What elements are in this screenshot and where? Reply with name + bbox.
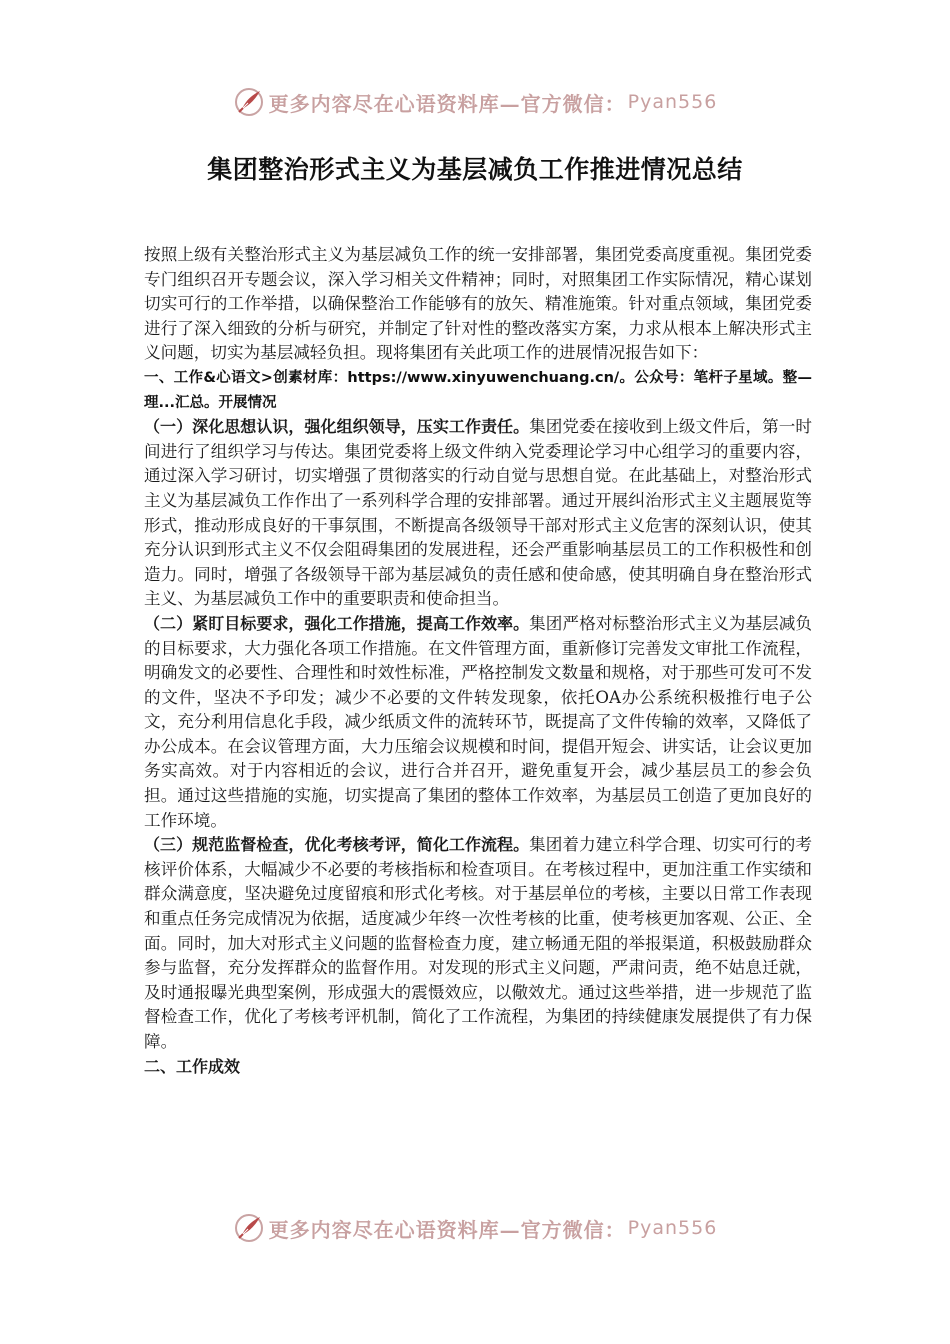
banner-text: 更多内容尽在心语资料库—官方微信： xyxy=(268,91,626,116)
item-1-paragraph xyxy=(144,415,812,612)
item-2-body: 集团严格对标整治形式主义为基层减负的目标要求，大力强化各项工作措施。在文件管理方面，重新修订完善发文审批工作流程，明确发文的必要性、合理性和时效性标准，严格控制发文数量和规格，对于那些可发可不发的文件，坚决不予印发；减少不必要的文件转发现象，依托OA办公系统积极推行电子公文，充分利用信息化手段，减少纸质文件的流转环节，既提高了文件传输的效率，又降低了办公成本。在会议管理方面，大力压缩会议规模和时间，提倡开短会、讲实话，让会议更加务实高效。对于内容相近的会议，进行合并召开，避免重复开会，减少基层员工的参会负担。通过这些措施的实施，切实提高了集团的整体工作效率，为基层员工创造了更加良好的工作环境。 xyxy=(144,613,812,830)
quill-logo-icon xyxy=(233,1212,265,1244)
intro-paragraph: 按照上级有关整治形式主义为基层减负工作的统一安排部署，集团党委高度重视。集团党委专门组织召开专题会议，深入学习相关文件精神；同时，对照集团工作实际情况，精心谋划切实可行的工作举措，以确保整治工作能够有的放矢、精准施策。针对重点领域，集团党委进行了深入细致的分析与研究，并制定了针对性的整改落实方案，力求从根本上解决形式主义问题，切实为基层减轻负担。现将集团有关此项工作的进展情况报告如下： xyxy=(144,245,812,363)
header-watermark-banner xyxy=(0,82,950,122)
document-body xyxy=(144,243,812,1079)
item-3-lead: （三）规范监督检查，优化考核考评，简化工作流程。 xyxy=(144,835,530,855)
item-1-body: 集团党委在接收到上级文件后，第一时间进行了组织学习与传达。集团党委将上级文件纳入党委理论学习中心组学习的重要内容，通过深入学习研讨，切实增强了贯彻落实的行动自觉与思想自觉。在此基础上，对整治形式主义为基层减负工作作出了一系列科学合理的安排部署。通过开展纠治形式主义主题展览等形式，推动形成良好的干事氛围，不断提高各级领导干部对形式主义危害的深刻认识，使其充分认识到形式主义不仅会阻碍集团的发展进程，还会严重影响基层员工的工作积极性和创造力。同时，增强了各级领导干部为基层减负的责任感和使命感，使其明确自身在整治形式主义、为基层减负工作中的重要职责和使命担当。 xyxy=(144,417,812,609)
banner-wechat-id: Pyan556 xyxy=(627,91,718,113)
banner-text: 更多内容尽在心语资料库—官方微信： xyxy=(268,1217,626,1242)
footer-watermark-banner xyxy=(0,1208,950,1248)
item-2-paragraph xyxy=(144,612,812,833)
quill-logo-icon xyxy=(233,86,265,118)
item-3-paragraph xyxy=(144,833,812,1054)
item-1-lead: （一）深化思想认识，强化组织领导，压实工作责任。 xyxy=(144,417,530,437)
section-2-heading: 二、工作成效 xyxy=(144,1056,241,1076)
item-3-body: 集团着力建立科学合理、切实可行的考核评价体系，大幅减少不必要的考核指标和检查项目。在考核过程中，更加注重工作实绩和群众满意度，坚决避免过度留痕和形式化考核。对于基层单位的考核，主要以日常工作表现和重点任务完成情况为依据，适度减少年终一次性考核的比重，使考核更加客观、公正、全面。同时，加大对形式主义问题的监督检查力度，建立畅通无阻的举报渠道，积极鼓励群众参与监督，充分发挥群众的监督作用。对发现的形式主义问题，严肃问责，绝不姑息迁就，及时通报曝光典型案例，形成强大的震慑效应，以儆效尤。通过这些举措，进一步规范了监督检查工作，优化了考核考评机制，简化了工作流程，为集团的持续健康发展提供了有力保障。 xyxy=(144,835,812,1051)
section-1-heading: 一、工作&心语文>创素材库：https://www.xinyuwenchuang.cn/。公众号：笔杆子星域。整—理...汇总。开展情况 xyxy=(144,369,812,411)
page-title: 集团整治形式主义为基层减负工作推进情况总结 xyxy=(207,155,743,184)
item-2-lead: （二）紧盯目标要求，强化工作措施，提高工作效率。 xyxy=(144,613,530,633)
banner-wechat-id: Pyan556 xyxy=(627,1217,718,1239)
